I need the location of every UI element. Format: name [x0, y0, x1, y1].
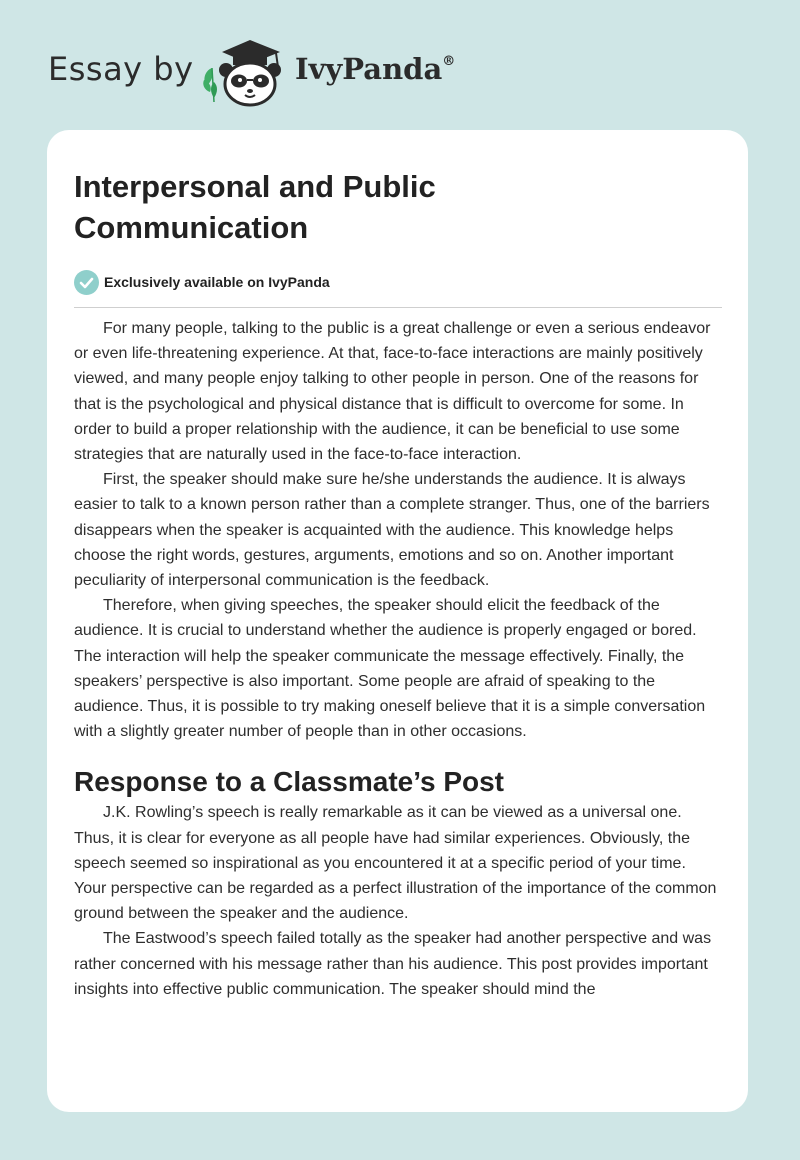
ivypanda-brand-name[interactable] — [295, 52, 455, 86]
brand-text: IvyPanda — [295, 52, 443, 86]
response-paragraph: The Eastwood’s speech failed totally as the speaker had another perspective and was rather concerned with his message rather than his audience. This post provides important insights into effective public communication. The speaker should mind the — [74, 930, 712, 998]
section-heading: Response to a Classmate’s Post — [74, 766, 505, 798]
essay-paragraph: For many people, talking to the public is a great challenge or even a serious endeavor or even life-threatening experience. At that, face-to-face interactions are mainly positively viewed, and many people enjoy talking to other people in person. One of the reasons for that is the psychological and physical distance that is difficult to overcome for some. In order to build a proper relationship with the audience, it can be beneficial to use some strategies that are naturally used in the face-to-face interaction. — [74, 320, 711, 464]
essay-by-label: Essay by — [48, 50, 194, 88]
exclusive-badge — [74, 269, 722, 295]
page-title: Interpersonal and Public Communication — [74, 169, 436, 245]
site-header — [0, 0, 800, 130]
panda-logo-icon[interactable] — [200, 34, 296, 110]
essay-card — [47, 130, 748, 1112]
response-paragraph: J.K. Rowling’s speech is really remarkable as it can be viewed as a universal one. Thus, it is clear for everyone as all people have had similar experiences. Obviously, the speech seemed so inspirational as you encountered it at a specific period of your time. Your perspective can be regarded as a perfect illustration of the importance of the common ground between the speaker and the audience. — [74, 804, 717, 923]
exclusive-badge-label: Exclusively available on IvyPanda — [104, 274, 330, 290]
essay-paragraph: First, the speaker should make sure he/she understands the audience. It is always easier to talk to a known person rather than a complete stranger. Thus, one of the barriers disappears when the speaker is acquainted with the audience. This knowledge helps choose the right words, gestures, arguments, emotions and so on. Another important peculiarity of interpersonal communication is the feedback. — [74, 471, 710, 590]
registered-mark: ® — [442, 54, 456, 69]
title-divider — [74, 307, 722, 308]
essay-paragraph: Therefore, when giving speeches, the speaker should elicit the feedback of the audience. It is crucial to understand whether the audience is properly engaged or bored. The interaction will help the speaker communicate the message effectively. Finally, the speakers’ perspective is also important. Some people are afraid of speaking to the audience. Thus, it is possible to try making oneself believe that it is a simple conversation with a slightly greater number of people than in other occasions. — [74, 597, 706, 741]
check-badge-icon — [74, 270, 99, 295]
